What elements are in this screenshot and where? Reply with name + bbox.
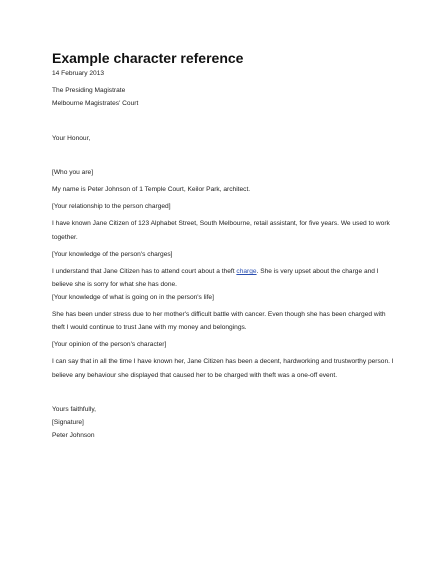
relationship-text-line-1: I have known Jane Citizen of 123 Alphabet Street, South Melbourne, retail assistant, for five years. We used to work — [52, 220, 390, 227]
opinion-text-line-2: believe any behaviour she displayed that caused her to be charged with theft was a one-off event. — [52, 372, 338, 379]
signature-placeholder: [Signature] — [52, 419, 84, 426]
charges-text-line-2: believe she is sorry for what she has done. — [52, 281, 177, 288]
opinion-text-line-1: I can say that in all the time I have known her, Jane Citizen has been a decent, hardworking and trustworthy person. I — [52, 358, 394, 365]
letter-date: 14 February 2013 — [52, 70, 105, 77]
signatory-name: Peter Johnson — [52, 432, 95, 439]
life-text-line-2: theft I would continue to trust Jane with my money and belongings. — [52, 324, 247, 331]
who-heading: [Who you are] — [52, 169, 94, 176]
salutation: Your Honour, — [52, 135, 91, 142]
relationship-heading: [Your relationship to the person charged] — [52, 203, 171, 210]
document-title: Example character reference — [52, 50, 244, 66]
life-heading: [Your knowledge of what is going on in the person's life] — [52, 294, 214, 301]
recipient-line-1: The Presiding Magistrate — [52, 87, 126, 94]
relationship-text-line-2: together. — [52, 234, 78, 241]
who-text: My name is Peter Johnson of 1 Temple Court, Keilor Park, architect. — [52, 186, 251, 193]
charges-heading: [Your knowledge of the person's charges] — [52, 251, 173, 258]
charges-text-line-1 — [52, 267, 379, 276]
charges-text-part-b: . She is very upset about the charge and I — [256, 268, 379, 275]
charges-text-part-a: I understand that Jane Citizen has to attend court about a theft — [52, 268, 237, 275]
recipient-line-2: Melbourne Magistrates' Court — [52, 100, 139, 107]
charge-link[interactable]: charge — [236, 268, 257, 275]
opinion-heading: [Your opinion of the person's character] — [52, 341, 167, 348]
life-text-line-1: She has been under stress due to her mother's difficult battle with cancer. Even though she has been charged with — [52, 311, 386, 318]
closing: Yours faithfully, — [52, 406, 96, 413]
